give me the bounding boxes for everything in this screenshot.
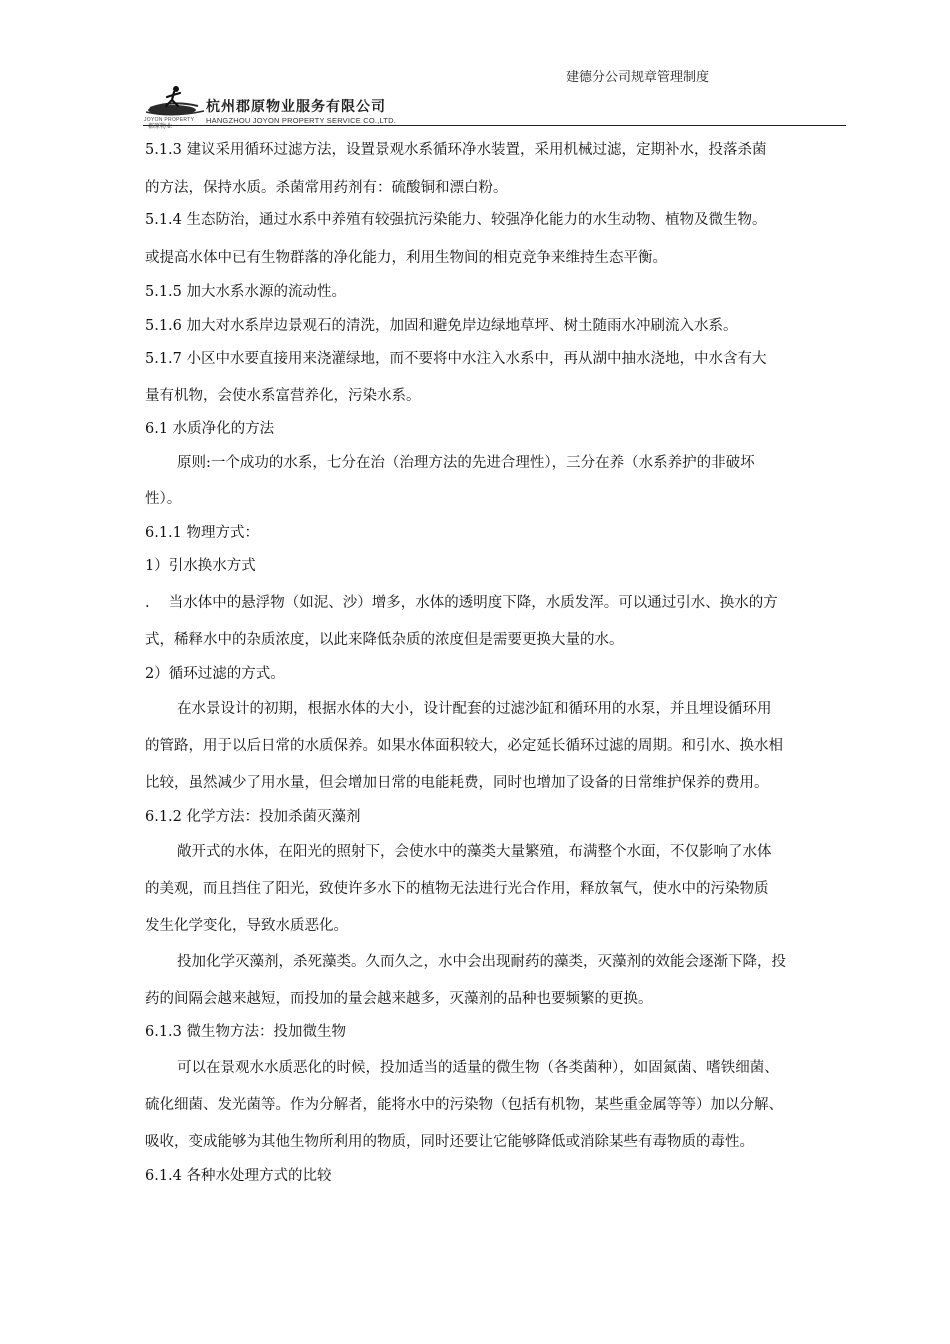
- paragraph-line: 敞开式的水体，在阳光的照射下，会使水中的藻类大量繁殖，布满整个水面，不仅影响了水体: [177, 844, 772, 860]
- section-heading: 6.1.3 微生物方法：投加微生物: [145, 1024, 347, 1040]
- paragraph-line: 投加化学灭藻剂，杀死藻类。久而久之，水中会出现耐药的藻类，灭藻剂的效能会逐渐下降，投: [177, 954, 786, 970]
- paragraph-line: 量有机物，会使水系富营养化，污染水系。: [145, 388, 421, 404]
- section-heading: 6.1.2 化学方法：投加杀菌灭藻剂: [145, 809, 361, 825]
- paragraph-line: 原则:一个成功的水系，七分在治（治理方法的先进合理性），三分在养（水系养护的非破坏: [177, 455, 755, 471]
- subsection-heading: 2）循环过滤的方式。: [145, 666, 285, 682]
- paragraph-line: 可以在景观水水质恶化的时候，投加适当的适量的微生物（各类菌种），如固氮菌、嗜铁细菌、: [177, 1060, 779, 1076]
- paragraph-line: 在水景设计的初期，根据水体的大小，设计配套的过滤沙缸和循环用的水泵，并且埋设循环用: [177, 701, 772, 717]
- section-heading: 6.1.4 各种水处理方式的比较: [145, 1168, 332, 1184]
- logo-text-en: JOYON PROPERTY: [144, 117, 195, 123]
- document-title: 建德分公司规章管理制度: [566, 70, 710, 85]
- paragraph-line: 的管路，用于以后日常的水质保养。如果水体面积较大，必定延长循环过滤的周期。和引水、换水相: [145, 738, 783, 754]
- paragraph-line: 5.1.6 加大对水系岸边景观石的清洗，加固和避免岸边绿地草坪、树土随雨水冲刷流入水系。: [145, 318, 738, 334]
- paragraph-line: 发生化学变化，导致水质恶化。: [145, 918, 348, 934]
- paragraph-line: 5.1.7 小区中水要直接用来浇灌绿地，而不要将中水注入水系中，再从湖中抽水浇地，中水含有大: [145, 351, 767, 367]
- paragraph-line: 或提高水体中已有生物群落的净化能力，利用生物间的相克竞争来维持生态平衡。: [145, 250, 667, 266]
- logo-text-cn: 郡原物业: [148, 123, 173, 130]
- paragraph-line: 硫化细菌、发光菌等。作为分解者，能将水中的污染物（包括有机物，某些重金属等等）加以分解、: [145, 1097, 783, 1113]
- paragraph-line: 5.1.4 生态防治，通过水系中养殖有较强抗污染能力、较强净化能力的水生动物、植物及微生物。: [145, 212, 767, 228]
- company-name-cn: 杭州郡原物业服务有限公司: [206, 99, 386, 115]
- paragraph-line: 5.1.5 加大水系水源的流动性。: [145, 284, 347, 300]
- header-divider: [143, 125, 846, 126]
- paragraph-line: 吸收，变成能够为其他生物所利用的物质，同时还要让它能够降低或消除某些有毒物质的毒性。: [145, 1134, 754, 1150]
- section-heading: 6.1.1 物理方式：: [145, 525, 260, 541]
- paragraph-line: 5.1.3 建议采用循环过滤方法，设置景观水系循环净水装置，采用机械过滤，定期补水，投落杀菌: [145, 142, 767, 158]
- subsection-heading: 1）引水换水方式: [145, 558, 256, 574]
- paragraph-line: . 当水体中的悬浮物（如泥、沙）增多，水体的透明度下降，水质发浑。可以通过引水、换水的方: [145, 595, 778, 611]
- paragraph-line: 的方法，保持水质。杀菌常用药剂有：硫酸铜和漂白粉。: [145, 180, 508, 196]
- paragraph-line: 式，稀释水中的杂质浓度，以此来降低杂质的浓度但是需要更换大量的水。: [145, 632, 624, 648]
- paragraph-line: 性）。: [145, 491, 182, 507]
- company-name-en: HANGZHOU JOYON PROPERTY SERVICE CO.,LTD.: [206, 116, 396, 125]
- paragraph-line: 的美观，而且挡住了阳光，致使许多水下的植物无法进行光合作用，释放氧气，使水中的污染物质: [145, 881, 769, 897]
- paragraph-line: 药的间隔会越来越短，而投加的量会越来越多，灭藻剂的品种也要频繁的更换。: [145, 991, 653, 1007]
- section-heading: 6.1 水质净化的方法: [145, 421, 275, 437]
- paragraph-line: 比较，虽然减少了用水量，但会增加日常的电能耗费，同时也增加了设备的日常维护保养的费用。: [145, 775, 769, 791]
